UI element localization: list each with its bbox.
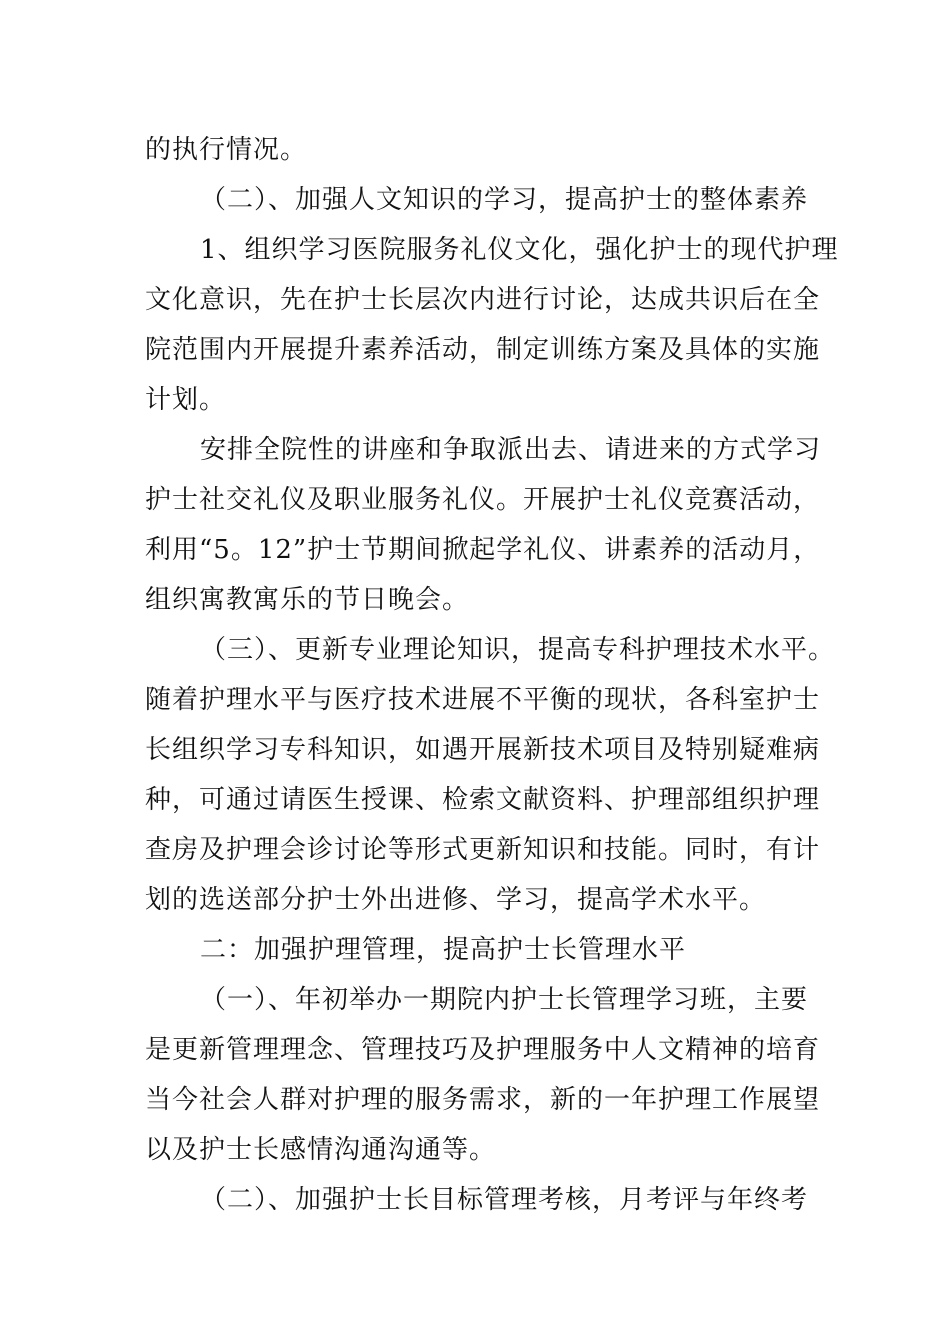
text-line: 文化意识，先在护士长层次内进行讨论，达成共识后在全 <box>145 285 821 315</box>
text-line: 划的选送部分护士外出进修、学习，提高学术水平。 <box>145 885 767 915</box>
text-line: 组织寓教寓乐的节日晚会。 <box>145 585 470 615</box>
text-line: （二）、加强护士长目标管理考核，月考评与年终考 <box>200 1185 809 1215</box>
text-line: 计划。 <box>145 385 227 415</box>
text-line: 安排全院性的讲座和争取派出去、请进来的方式学习 <box>200 435 822 465</box>
text-line: 护士社交礼仪及职业服务礼仪。开展护士礼仪竞赛活动， <box>145 485 821 515</box>
section-heading: 二：加强护理管理，提高护士长管理水平 <box>200 935 687 965</box>
text-line: 长组织学习专科知识，如遇开展新技术项目及特别疑难病 <box>145 735 821 765</box>
text-line: 院范围内开展提升素养活动，制定训练方案及具体的实施 <box>145 335 821 365</box>
text-line: 种，可通过请医生授课、检索文献资料、护理部组织护理 <box>145 785 821 815</box>
text-line: 是更新管理理念、管理技巧及护理服务中人文精神的培育 <box>145 1035 821 1065</box>
text-line: 1、组织学习医院服务礼仪文化，强化护士的现代护理 <box>200 235 839 265</box>
text-line: 随着护理水平与医疗技术进展不平衡的现状，各科室护士 <box>145 685 821 715</box>
text-line: 以及护士长感情沟通沟通等。 <box>145 1135 497 1165</box>
text-line: 当今社会人群对护理的服务需求，新的一年护理工作展望 <box>145 1085 821 1115</box>
text-line: 利用“5。12”护士节期间掀起学礼仪、讲素养的活动月， <box>145 535 821 565</box>
text-line: 查房及护理会诊讨论等形式更新知识和技能。同时，有计 <box>145 835 821 865</box>
text-line: 的执行情况。 <box>145 135 308 165</box>
section-heading: （三）、更新专业理论知识，提高专科护理技术水平。 <box>200 635 836 665</box>
section-heading: （二）、加强人文知识的学习，提高护士的整体素养 <box>200 185 809 215</box>
text-line: （一）、年初举办一期院内护士长管理学习班，主要 <box>200 985 809 1015</box>
